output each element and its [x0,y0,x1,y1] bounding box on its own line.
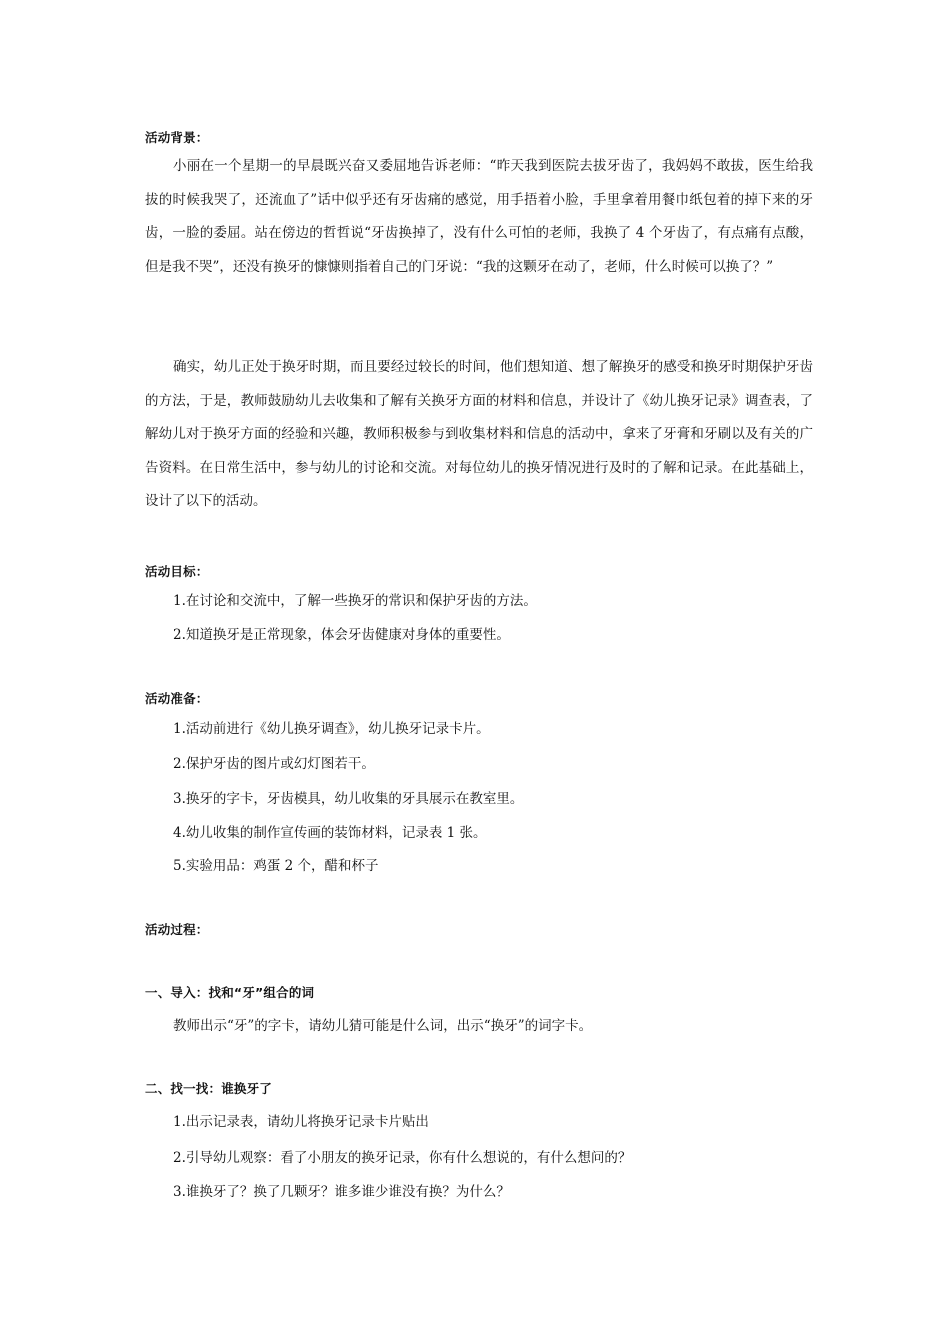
step1-text: 教师出示“牙”的字卡，请幼儿猜可能是什么词，出示“换牙”的词字卡。 [173,1018,593,1034]
background-paragraph-1: 小丽在一个星期一的早晨既兴奋又委屈地告诉老师：“昨天我到医院去拔牙齿了，我妈妈不敢拔，医生给我拔的时候我哭了，还流血了”话中似乎还有牙齿痛的感觉，用手捂着小脸，手里拿着用餐巾纸包着的掉下来的牙齿，一脸的委屈。站在傍边的哲哲说“牙齿换掉了，没有什么可怕的老师，我换了 4 个牙齿了，有点痛有点酸，但是我不哭”，还没有换牙的慷慷则指着自己的门牙说：“我的这颗牙在动了，老师，什么时候可以换了？” [145,158,813,275]
step2-item-1: 1.出示记录表，请幼儿将换牙记录卡片贴出 [173,1114,429,1130]
preparation-item-1: 1.活动前进行《幼儿换牙调查》，幼儿换牙记录卡片。 [173,721,490,737]
goals-item-2: 2.知道换牙是正常现象，体会牙齿健康对身体的重要性。 [173,627,510,643]
preparation-item-3: 3.换牙的字卡，牙齿模具，幼儿收集的牙具展示在教室里。 [173,791,524,807]
step2-item-2: 2.引导幼儿观察：看了小朋友的换牙记录，你有什么想说的，有什么想问的？ [173,1150,632,1166]
preparation-heading: 活动准备： [145,691,209,706]
goals-heading: 活动目标： [145,564,209,579]
goals-item-1: 1.在讨论和交流中，了解一些换牙的常识和保护牙齿的方法。 [173,593,537,609]
step2-heading: 二、找一找：谁换牙了 [145,1081,273,1096]
process-heading: 活动过程： [145,922,209,937]
background-heading: 活动背景： [145,130,209,145]
preparation-item-2: 2.保护牙齿的图片或幻灯图若干。 [173,756,375,772]
step2-item-3: 3.谁换牙了？换了几颗牙？谁多谁少谁没有换？为什么？ [173,1184,510,1200]
preparation-item-5: 5.实验用品：鸡蛋 2 个，醋和杯子 [173,858,379,874]
step1-heading: 一、导入：找和“牙”组合的词 [145,985,315,1000]
preparation-item-4: 4.幼儿收集的制作宣传画的装饰材料，记录表 1 张。 [173,825,487,841]
background-paragraph-2: 确实，幼儿正处于换牙时期，而且要经过较长的时间，他们想知道、想了解换牙的感受和换牙时期保护牙齿的方法，于是，教师鼓励幼儿去收集和了解有关换牙方面的材料和信息，并设计了《幼儿换牙记录》调查表，了解幼儿对于换牙方面的经验和兴趣，教师积极参与到收集材料和信息的活动中，拿来了牙膏和牙刷以及有关的广告资料。在日常生活中，参与幼儿的讨论和交流。对每位幼儿的换牙情况进行及时的了解和记录。在此基础上，设计了以下的活动。 [145,359,813,509]
